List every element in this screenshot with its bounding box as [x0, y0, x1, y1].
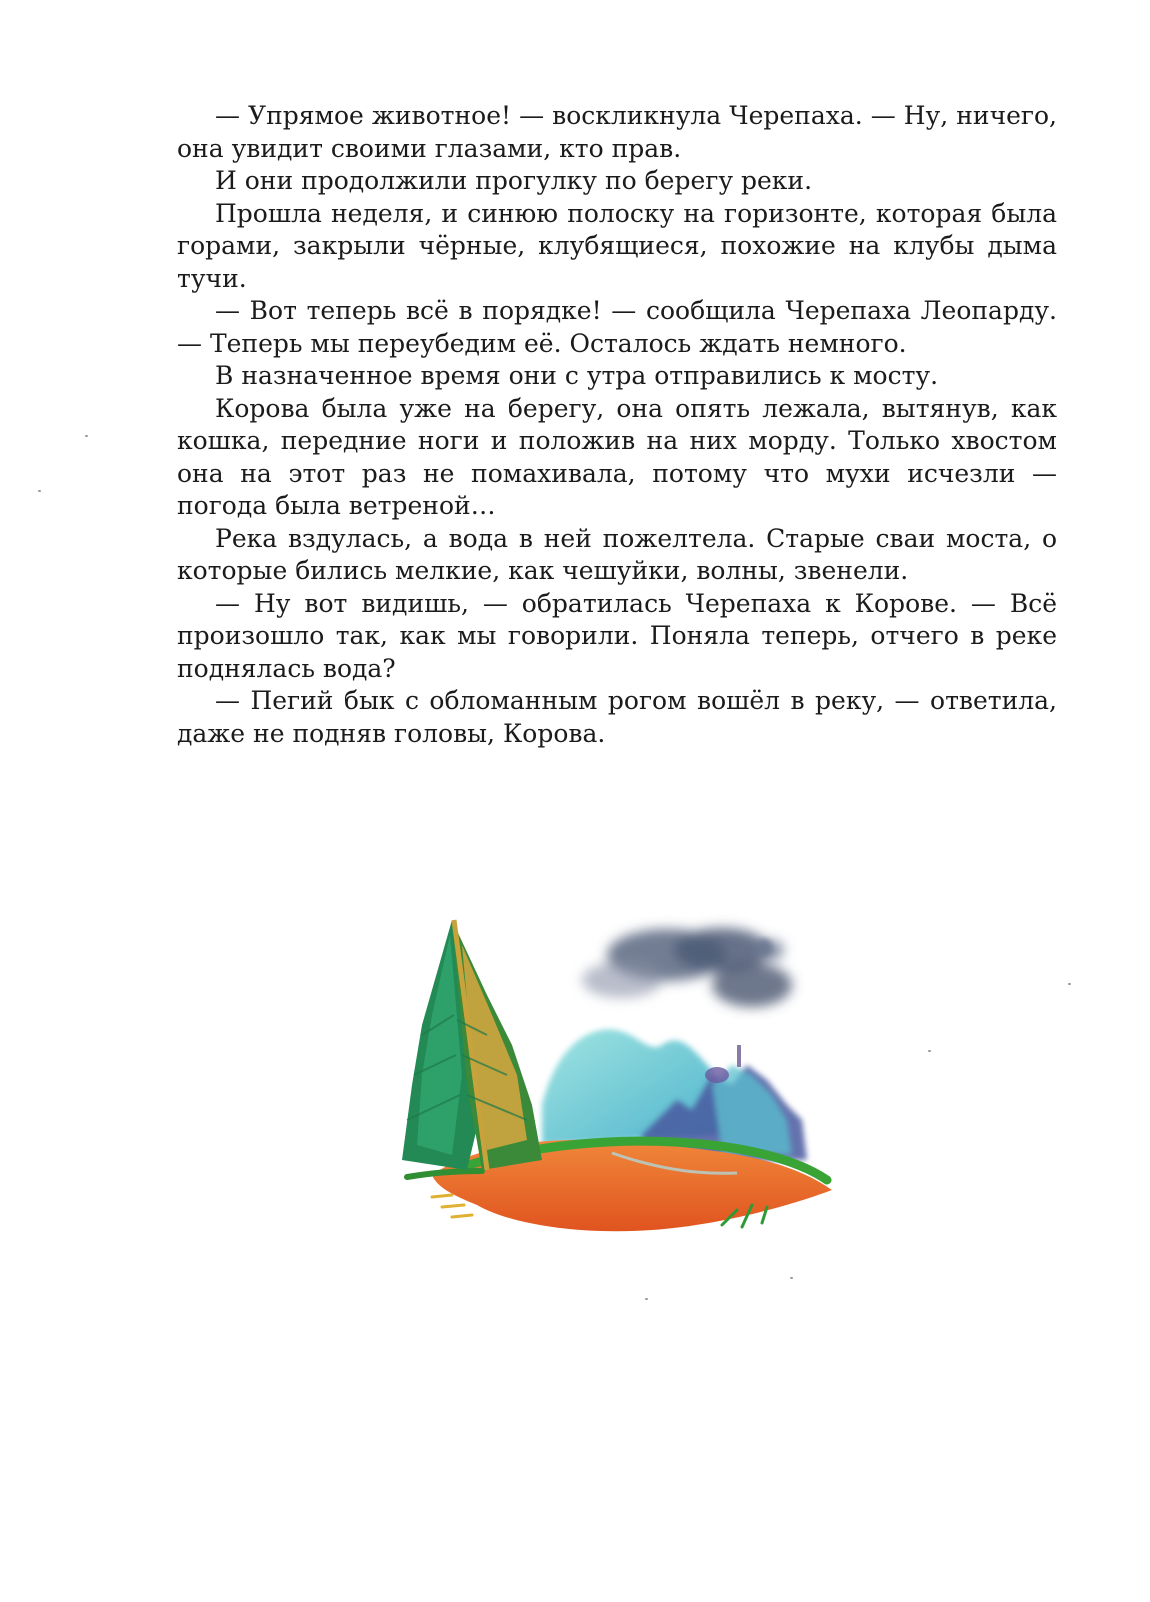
paragraph-8: — Ну вот видишь, — обратилась Черепаха к Корове. — Всё произошло так, как мы говорили. Поняла теперь, отчего в реке поднялась вода? — [177, 588, 1057, 683]
landscape-illustration — [392, 905, 842, 1250]
paper-speck — [38, 490, 41, 492]
paragraph-7: Река вздулась, а вода в ней пожелтела. Старые сваи моста, о которые бились мелкие, как чешуйки, волны, звенели. — [177, 523, 1057, 585]
paragraph-4: — Вот теперь всё в порядке! — сообщила Черепаха Леопарду. — Теперь мы переубедим её. Осталось ждать немного. — [177, 296, 1057, 358]
paragraph-1: — Упрямое животное! — воскликнула Черепаха. — Ну, ничего, она увидит своими глазами, кто прав. — [177, 101, 1057, 163]
paragraph-2: И они продолжили прогулку по берегу реки. — [215, 166, 813, 195]
fir-tree — [402, 920, 542, 1170]
paragraph-5: В назначенное время они с утра отправились к мосту. — [215, 361, 939, 390]
paragraph-9: — Пегий бык с обломанным рогом вошёл в реку, — ответила, даже не подняв головы, Корова. — [177, 686, 1057, 748]
paragraph-6: Корова была уже на берегу, она опять лежала, вытянув, как кошка, передние ноги и положив на них морду. Только хвостом она на этот раз не помахивала, потому что мухи исчезли — погода была ветреной… — [177, 393, 1057, 520]
paper-speck — [928, 1050, 931, 1052]
paper-speck — [85, 435, 88, 437]
paper-speck — [790, 1277, 793, 1279]
paper-speck — [645, 1298, 648, 1300]
paper-speck — [1068, 983, 1071, 985]
paragraph-3: Прошла неделя, и синюю полоску на горизонте, которая была горами, закрыли чёрные, клубящиеся, похожие на клубы дыма тучи. — [177, 198, 1057, 293]
story-text — [177, 100, 1057, 750]
